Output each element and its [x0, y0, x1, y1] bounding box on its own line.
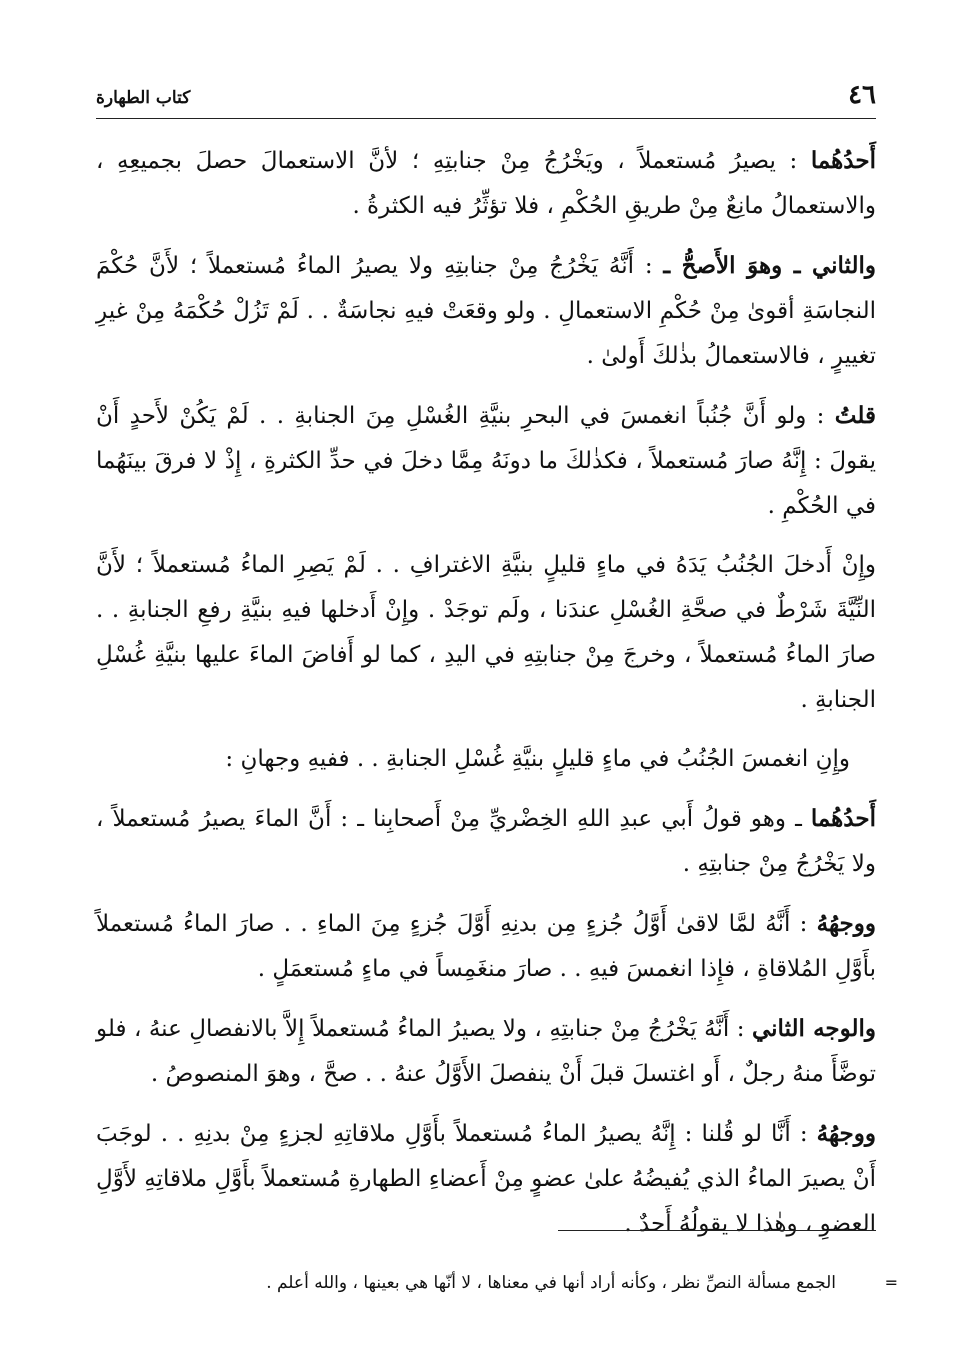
- paragraph-hand-in-water: [96, 543, 876, 723]
- paragraph-lead: أَحدُهُما: [810, 805, 876, 832]
- paragraph-lead: ووجهُهُ: [816, 910, 876, 937]
- paragraph-text: ـ وهو قولُ أَبي عبدِ اللهِ الخِضْريِّ مِنْ أَصحابِنا ـ : أَنَّ الماءَ يصيرُ مُستعملاً ، ولا يَخْرُجُ مِنْ جنابتِهِ .: [96, 806, 876, 877]
- running-header: [96, 78, 876, 119]
- paragraph-text: : أَنَّهُ يَخْرُجُ مِنْ جنابتِهِ ولا يصيرُ الماءُ مُستعملاً ؛ لأَنَّ حُكْمَ النجاسَةِ أقوىٰ مِنْ حُكْمِ الاستعمالِ . ولو وقعَتْ فيهِ نجاسَةٌ . . لَمْ تَزُلْ حُكْمَهُ مِنْ غيرِ تغييرٍ ، فالاستعمالُ بذٰلكَ أَولىٰ .: [96, 253, 876, 369]
- paragraph-lead: أَحدُهُما: [810, 147, 876, 174]
- paragraph-text: وإِنِ انغمسَ الجُنُبُ في ماءٍ قليلٍ بنيَّةِ غُسْلِ الجنابةِ . . ففيهِ وجهانِ :: [225, 746, 850, 772]
- paragraph-second-opinion: [96, 243, 876, 379]
- paragraph-author-note: [96, 393, 876, 529]
- main-text: [96, 138, 876, 1261]
- paragraph-view-one: [96, 796, 876, 887]
- paragraph-text: : أَنَّهُ يَخْرُجُ مِنْ جنابتِهِ ، ولا يصيرُ الماءُ مُستعملاً إِلاَّ بالانفصالِ عنهُ ، فلو توضَّأَ منهُ رجلٌ ، أَو اغتسلَ قبلَ أَنْ ينفصلَ الأَوَّلُ عنهُ . . صحَّ ، وهوَ المنصوصُ .: [96, 1016, 876, 1087]
- paragraph-text: : أَنَّا لو قُلنا : إِنَّهُ يصيرُ الماءُ مُستعملاً بأَوَّلِ ملاقاتِهِ لجزءٍ مِنْ بدنِهِ . . لوجَبَ أَنْ يصيرَ الماءُ الذي يُفيضُهُ علىٰ عضوٍ مِنْ أَعضاءِ الطهارةِ مُستعملاً بأَوَّلِ ملاقاتِهِ لأَوَّلِ العضوِ ، وهٰذا لا يقولُهُ أَحدٌ .: [96, 1121, 876, 1237]
- paragraph-text: : أَنَّهُ لمَّا لاقىٰ أَوَّلُ جُزءٍ مِن بدنِهِ أَوَّلَ جُزءٍ مِنَ الماءِ . . صارَ الماءُ مُستعملاً بأَوَّلِ المُلاقاةِ ، فإِذا انغمسَ فيهِ . . صارَ منغَمِساً في ماءٍ مُستعمَلٍ .: [96, 911, 876, 982]
- paragraph-text: : يصيرُ مُستعملاً ، ويَخْرُجُ مِنْ جنابتِهِ ؛ لأنَّ الاستعمالَ حصلَ بجميعِهِ ، والاستعمالُ مانِعٌ مِنْ طريقِ الحُكْمِ ، فلا تؤثِّرُ فيه الكثرةُ .: [96, 148, 876, 219]
- paragraph-view-two: [96, 1006, 876, 1097]
- book-title: كتاب الطهارة: [96, 88, 191, 108]
- footnote: [96, 1268, 898, 1298]
- footnote-continuation-marker: =: [884, 1273, 898, 1292]
- paragraph-lead: والوجه الثاني: [751, 1015, 876, 1042]
- paragraph-lead: والثاني ـ وهوَ الأَصحُّ ـ: [663, 252, 876, 279]
- page-number: ٤٦: [848, 80, 876, 110]
- paragraph-first-opinion: [96, 138, 876, 229]
- footnote-text: الجمع مسألة النصِّ نظر ، وكأنه أراد أنها في معناها ، لا أنّها هي بعينها ، والله أعلم .: [266, 1273, 836, 1293]
- paragraph-view-one-reason: [96, 901, 876, 992]
- footnote-divider: [558, 1230, 876, 1231]
- paragraph-two-views: [96, 737, 876, 782]
- paragraph-text: وإِنْ أَدخلَ الجُنُبُ يَدَهُ في ماءٍ قليلٍ بنيَّةِ الاغترافِ . . لَمْ يَصِرِ الماءُ مُستعملاً ؛ لأَنَّ النِّيَّةَ شَرْطٌ في صحَّةِ الغُسْلِ عندَنا ، ولَم توجَدْ . وإِنْ أَدخلها فيهِ بنيَّةِ رفعِ الجنابةِ . . صارَ الماءُ مُستعملاً ، وخرجَ مِنْ جنابتِهِ في اليدِ ، كما لو أَفاضَ الماءَ عليها بنيَّةِ غُسْلِ الجنابةِ .: [96, 552, 876, 713]
- paragraph-view-two-reason: [96, 1111, 876, 1247]
- paragraph-text: : ولو أَنَّ جُنُباً انغمسَ في البحرِ بنيَّةِ الغُسْلِ مِنَ الجنابةِ . . لَمْ يَكُنْ لأَحدٍ أَنْ يقولَ : إِنَّهُ صارَ مُستعملاً ، فكذٰلكَ ما دونَهُ مِمَّا دخلَ في حدِّ الكثرةِ ، إِذْ لا فرقَ بينَهُما في الحُكْمِ .: [96, 403, 876, 519]
- paragraph-lead: قلتُ: [834, 402, 876, 429]
- paragraph-lead: ووجهُهُ: [816, 1120, 876, 1147]
